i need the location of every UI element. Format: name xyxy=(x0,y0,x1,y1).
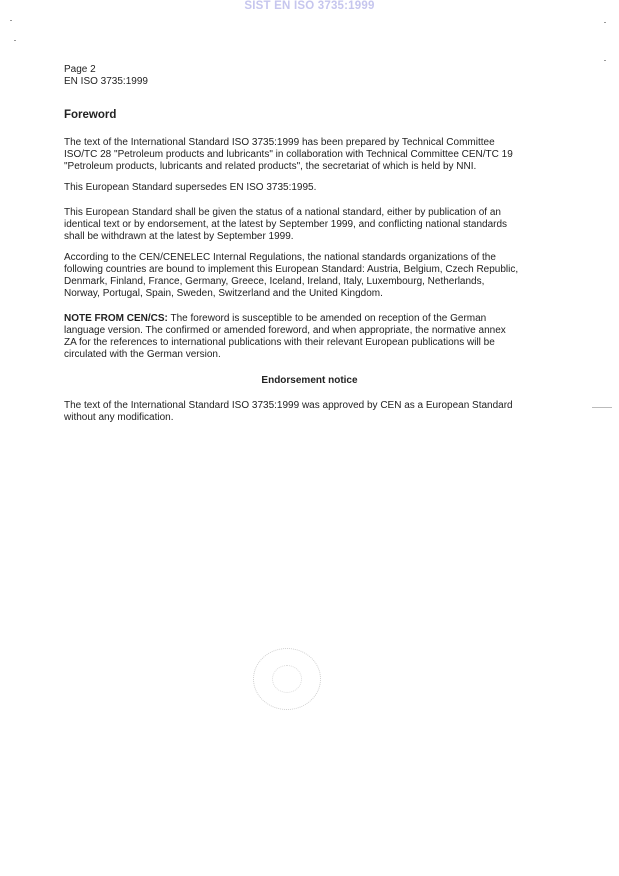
text-line: "Petroleum products, lubricants and related products", the secretariat of which is held by NNI. xyxy=(64,161,477,172)
text-line: The text of the International Standard ISO 3735:1999 has been prepared by Technical Committee xyxy=(64,137,495,148)
watermark: SIST EN ISO 3735:1999 xyxy=(244,0,375,12)
endorsement-paragraph xyxy=(64,400,584,424)
scan-speck xyxy=(604,60,606,61)
text-line: identical text or by endorsement, at the latest by September 1999, and conflicting national standards xyxy=(64,219,508,230)
note-paragraph xyxy=(64,313,584,361)
text-line: circulated with the German version. xyxy=(64,349,221,360)
foreword-heading: Foreword xyxy=(64,109,117,121)
text-line: language version. The confirmed or amended foreword, and when appropriate, the normative annex xyxy=(64,325,506,336)
document-id: EN ISO 3735:1999 xyxy=(64,76,148,87)
faint-stamp xyxy=(253,648,321,710)
scan-speck xyxy=(14,40,16,41)
scan-speck xyxy=(10,20,12,21)
text-line: The text of the International Standard ISO 3735:1999 was approved by CEN as a European Standard xyxy=(64,400,513,411)
note-label: NOTE FROM CEN/CS: xyxy=(64,313,168,324)
text-line: According to the CEN/CENELEC Internal Regulations, the national standards organizations of the xyxy=(64,252,496,263)
text-span: The foreword is susceptible to be amended on reception of the German xyxy=(167,313,487,324)
page-number: Page 2 xyxy=(64,64,96,75)
text-line: without any modification. xyxy=(64,412,174,423)
foreword-paragraph-2 xyxy=(64,182,584,194)
foreword-paragraph-3 xyxy=(64,207,584,243)
text-line: This European Standard supersedes EN ISO 3735:1995. xyxy=(64,182,317,193)
scan-speck xyxy=(604,22,606,23)
foreword-paragraph-1 xyxy=(64,137,584,173)
text-line: ZA for the references to international publications with their relevant European publications will be xyxy=(64,337,495,348)
text-line: following countries are bound to implement this European Standard: Austria, Belgium, Czech Republic, xyxy=(64,264,519,275)
text-line: shall be withdrawn at the latest by September 1999. xyxy=(64,231,294,242)
text-line: Norway, Portugal, Spain, Sweden, Switzerland and the United Kingdom. xyxy=(64,288,383,299)
foreword-paragraph-4 xyxy=(64,252,584,300)
text-line: Denmark, Finland, France, Germany, Greece, Iceland, Ireland, Italy, Luxembourg, Netherlands, xyxy=(64,276,485,287)
endorsement-heading: Endorsement notice xyxy=(261,375,358,386)
text-line: This European Standard shall be given the status of a national standard, either by publication of an xyxy=(64,207,501,218)
text-line: ISO/TC 28 "Petroleum products and lubricants" in collaboration with Technical Committee CEN/TC 19 xyxy=(64,149,513,160)
page-header xyxy=(64,64,584,88)
scan-speck xyxy=(592,407,612,408)
text-line xyxy=(64,313,584,325)
